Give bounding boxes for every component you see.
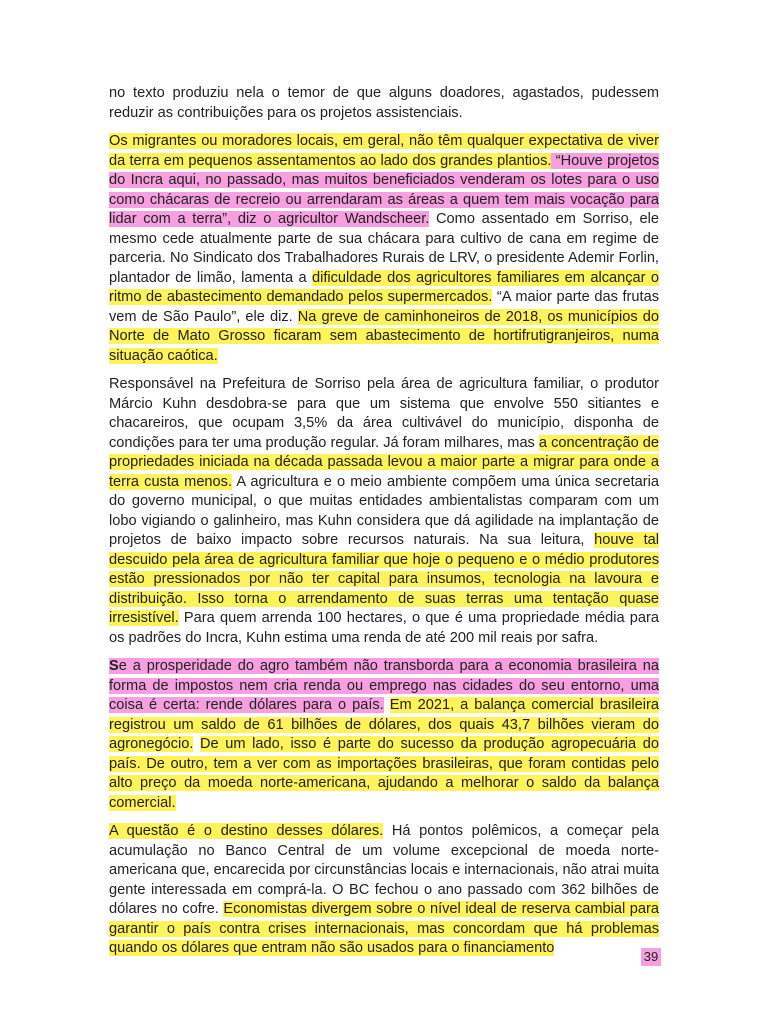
highlight-yellow: dificuldade dos agricultores familiares em alcançar o ritmo de abastecimento demandado pelos supermercados. <box>109 269 659 305</box>
highlight-yellow: De um lado, isso é parte do sucesso da produção agropecuária do país. De outro, tem a ver com as importações brasileiras, que foram contidas pelo alto preço da moeda norte-americana, ajudando a melhorar o saldo da balança comercial. <box>109 736 659 811</box>
page-number: 39 <box>641 948 661 966</box>
paragraph-1 <box>109 84 659 123</box>
highlight-yellow: A questão é o destino desses dólares. <box>109 823 384 839</box>
drop-initial: S <box>109 658 119 674</box>
article-body <box>109 84 659 968</box>
paragraph-4 <box>109 657 659 813</box>
text-segment: Responsável na Prefeitura de Sorriso pela área de agricultura familiar, o produtor Márcio Kuhn desdobra-se para que um sistema que envolve 550 sitiantes e chacareiros, que ocupam 3,5% da área cultivável do município, disponha de condições para ter uma produção regular. Já foram milhares, mas <box>109 376 659 451</box>
paragraph-5 <box>109 822 659 959</box>
highlight-yellow: a concentração de propriedades iniciada na década passada levou a maior parte a migrar para onde a terra custa menos. <box>109 434 659 490</box>
highlight-pink: e a prosperidade do agro também não transborda para a economia brasileira na forma de impostos nem cria renda ou emprego nas cidades do seu entorno, uma coisa é certa: rende dólares para o país. <box>109 658 659 713</box>
text-segment: Há pontos polêmicos, a começar pela acumulação no Banco Central de um volume excepcional de moeda norte-americana que, encarecida por circunstâncias locais e internacionais, não atrai muita gente interessada em comprá-la. O BC fechou o ano passado com 362 bilhões de dólares no cofre. <box>109 823 659 917</box>
paragraph-2 <box>109 132 659 366</box>
text-segment: no texto produziu nela o temor de que alguns doadores, agastados, pudessem reduzir as contribuições para os projetos assistenciais. <box>109 85 659 121</box>
paragraph-3 <box>109 375 659 648</box>
highlight-yellow: Economistas divergem sobre o nível ideal de reserva cambial para garantir o país contra crises internacionais, mas concordam que há problemas quando os dólares que entram não são usados para o financiamento <box>109 901 659 956</box>
text-segment: Para quem arrenda 100 hectares, o que é uma propriedade média para os padrões do Incra, Kuhn estima uma renda de até 200 mil reais por safra. <box>109 610 659 646</box>
highlight-yellow: Na greve de caminhoneiros de 2018, os municípios do Norte de Mato Grosso ficaram sem abastecimento de hortifrutigranjeiros, numa situação caótica. <box>109 308 659 364</box>
highlight-pink: “Houve projetos do Incra aqui, no passado, mas muitos beneficiados venderam os lotes para o uso como chácaras de recreio ou arrendaram as áreas a quem tem mais vocação para lidar com a terra”, diz o agricultor Wandscheer. <box>109 152 659 227</box>
text-segment <box>384 697 390 713</box>
highlight-yellow: Em 2021, a balança comercial brasileira registrou um saldo de 61 bilhões de dólares, dos quais 43,7 bilhões vieram do agronegócio. <box>109 697 659 752</box>
text-segment: Como assentado em Sorriso, ele mesmo cede atualmente parte de sua chácara para cultivo de cana em regime de parceria. No Sindicato dos Trabalhadores Rurais de LRV, o presidente Ademir Forlin, plantador de limão, lamenta a <box>109 211 659 286</box>
text-segment: A agricultura e o meio ambiente compõem uma única secretaria do governo municipal, o que muitas entidades ambientalistas comparam com um lobo vigiando o galinheiro, mas Kuhn considera que dá agilidade na implantação de projetos de baixo impacto sobre recursos naturais. Na sua leitura, <box>109 473 659 548</box>
text-segment: “A maior parte das frutas vem de São Paulo”, ele diz. <box>109 289 659 325</box>
highlight-yellow: houve tal descuido pela área de agricultura familiar que hoje o pequeno e o médio produtores estão pressionados por não ter capital para insumos, tecnologia na lavoura e distribuição. Isso torna o arrendamento de suas terras uma tentação quase irresistível. <box>109 532 659 626</box>
highlight-yellow: Os migrantes ou moradores locais, em geral, não têm qualquer expectativa de viver da terra em pequenos assentamentos ao lado dos grandes plantios. <box>109 133 659 169</box>
